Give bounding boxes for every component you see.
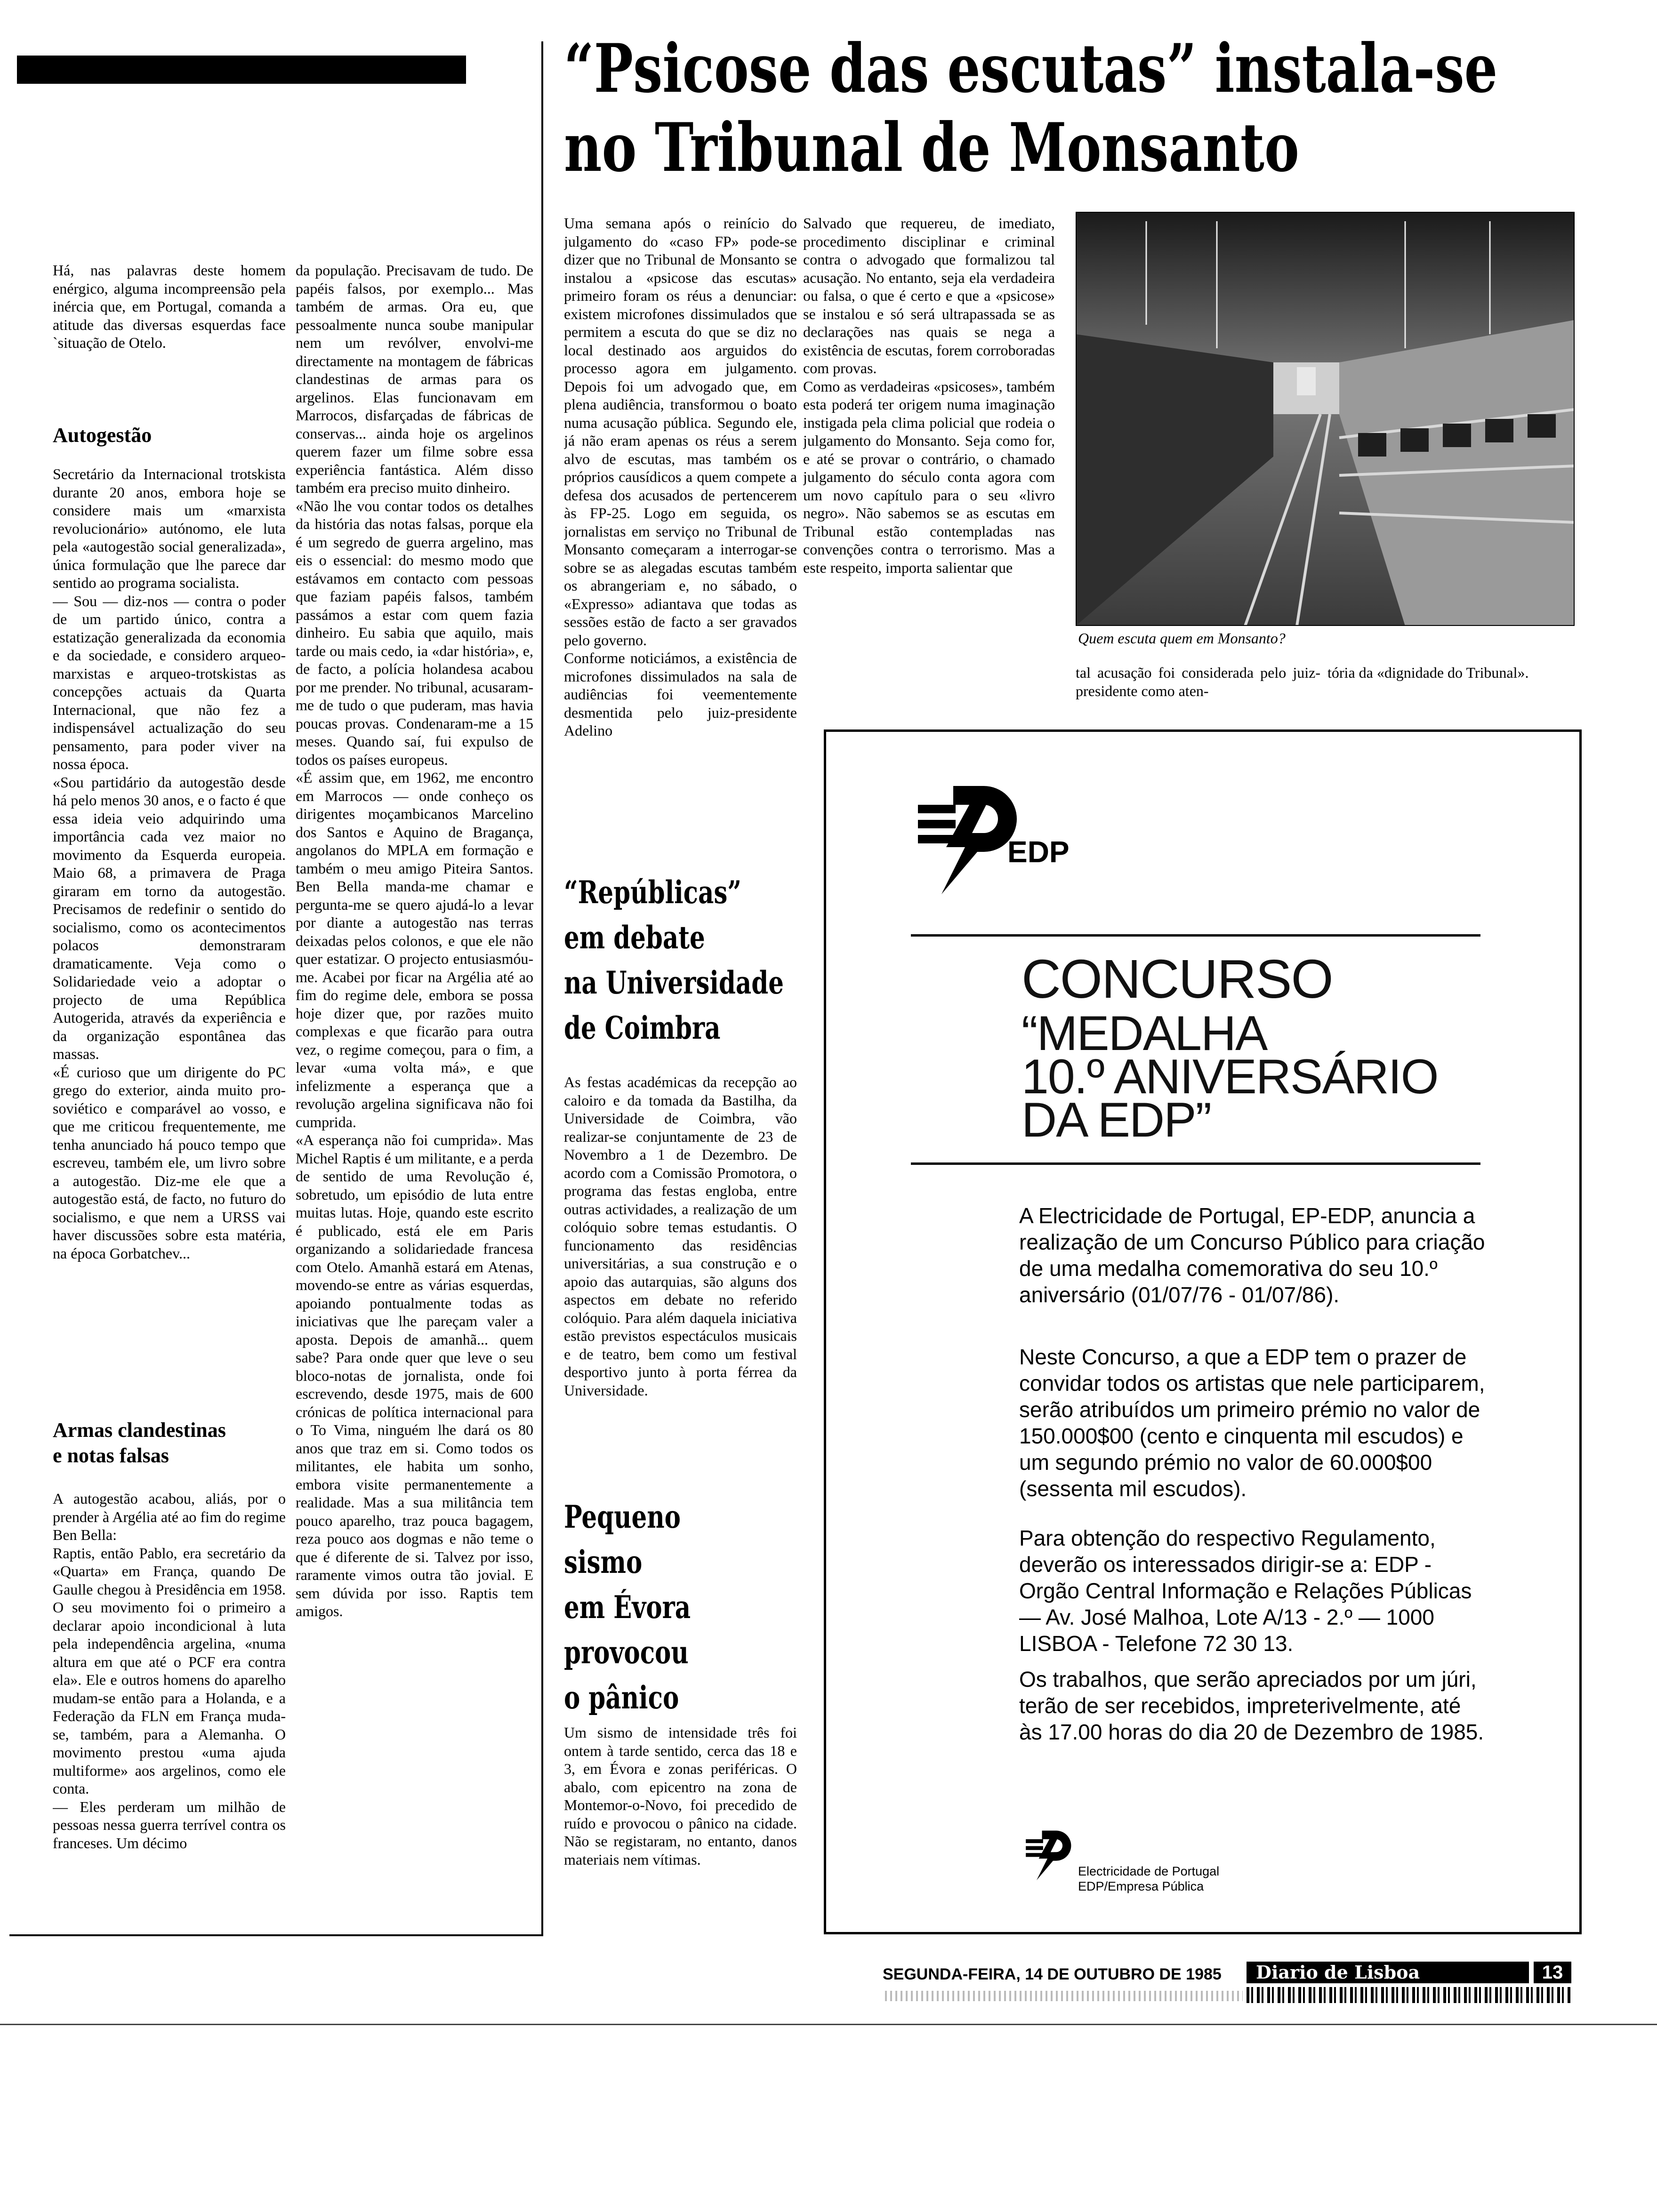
edp-medalha-line3: DA EDP”: [1022, 1093, 1211, 1147]
footer-noise-strip: [1247, 1987, 1571, 2003]
republicas-headline-line4: de Coimbra: [564, 1010, 721, 1046]
edp-para3: Para obtenção do respectivo Regulamento, deverão os interessados dirigir-se a: EDP - Orgão Central Informação e Relações Públicas — Av. José Malhoa, Lote A/13 - 2.º — 1000 LISBOA - Telefone 72 30 13.: [1019, 1526, 1472, 1656]
edp-logo-text: EDP: [1007, 835, 1070, 869]
left-intro: Há, nas palavras deste homem enérgico, alguma incompreensão pela inércia que, em Portugal, comanda a atitude das diversas esquerdas face `situação de Otelo.: [53, 262, 286, 351]
main-col2-body: Salvado que requereu, de imediato, procedimento disciplinar e criminal contra o advogado que formalizou tal acusação. No entanto, seja ela verdadeira ou falsa, o que é certo e que a «psicose» se instalou e só será ultrapassada se as declarações nas quais se nega a existência de escutas, forem corroboradas com provas. Como as verdadeiras «psicoses», também esta poderá ter origem numa imaginação instigada pela clima policial que rodeia o julgamento do Monsanto. Seja como for, e até se provar o contrário, o chamado julgamento do século conta agora com um novo capítulo para o seu «livro negro». Não sabemos se as escutas em Tribunal estão contempladas nas convenções contra o terrorismo. Mas a este respeito, importa salientar que: [803, 215, 1055, 576]
main-col1-body: Uma semana após o reinício do julgamento do «caso FP» pode-se dizer que no Tribunal de Monsanto se instalou a «psicose das escutas» primeiro foram os réus a denunciar: existem microfones dissimulados que permitem a escuta do que se diz no local destinado aos arguidos do processo agora em julgamento. Depois foi um advogado que, em plena audiência, transformou o boato numa acusação pública. Segundo ele, já não eram apenas os réus a serem alvo de escutas, mas também os próprios causídicos a quem compete a defesa dos acusados de pertencerem às FP-25. Logo em seguida, os jornalistas em serviço no Tribunal de Monsanto começaram a interrogar-se sobre se as alegadas escutas também os abrangeriam e, no sábado, o «Expresso» adiantava que todas as sessões estão de facto a ser gravados pelo governo. Conforme noticiámos, a existência de microfones dissimulados na sala de audiências foi veementemente desmentida pelo juiz-presidente Adelino: [564, 215, 797, 739]
sismo-body: Um sismo de intensidade três foi ontem à tarde sentido, cerca das 18 e 3, em Évora e zonas periféricas. O abalo, com epicentro na zona de Montemor-o-Novo, foi precedido de ruído e provocou o pânico na cidade. Não se registaram, no entanto, danos materiais nem vítimas.: [564, 1724, 797, 1868]
edp-medalha-title: [1022, 1006, 1438, 1147]
sismo-headline-line2: sismo: [564, 1544, 643, 1580]
main-headline-line2: no Tribunal de Monsanto: [564, 109, 1299, 187]
left-subhead-autogestao: Autogestão: [53, 424, 152, 447]
republicas-headline-line3: na Universidade: [564, 964, 784, 1001]
left-col2-body: da população. Precisavam de tudo. De papéis falsos, por exemplo... Mas também de armas. Ora eu, que pessoalmente nunca soube manipular nem um revólver, envolvi-me directamente na montagem de fábricas clandestinas de armas para os argelinos. Elas funcionavam em Marrocos, disfarçadas de fábricas de conservas... ainda hoje os argelinos querem fazer um filme sobre essa experiência fantástica. Além disso também era preciso muito dinheiro. «Não lhe vou contar todos os detalhes da história das notas falsas, porque ela é um segredo de guerra argelino, mas eis o essencial: do mesmo modo que estávamos em contacto com pessoas que faziam papéis falsos, também passámos a estar com quem fazia dinheiro. Eu sabia que aquilo, mais tarde ou mais cedo, ia «dar história», e, de facto, a polícia holandesa acabou por me prender. No tribunal, acusaram-me de tudo o que puderam, mas havia poucas provas. Condenaram-me a 15 meses. Quando saí, fui expulso de todos os países europeus. «É assim que, em 1962, me encontro em Marrocos — onde conheço os dirigentes moçambicanos Marcelino dos Santos e Aquino de Bragança, angolanos do MPLA em formação e também o meu amigo Piteira Santos. Ben Bella manda-me chamar e pergunta-me se quero ajudá-lo a levar por diante a autogestão nas terras deixadas pelos colonos, e que ele não quer estatizar. O projecto entusiasmóu-me. Acabei por ficar na Argélia até ao fim do regime dele, embora se possa hoje dizer que, por razões muito complexas e que ficarão para outra vez, o regime começou, para o fim, a levar «uma volta má», e que infelizmente a esperança que a revolução argelina significava não foi cumprida. «A esperança não foi cumprida». Mas Michel Raptis é um militante, e a perda de sentido de uma Revolução é, sobretudo, um episódio de luta entre muitas lutas. Hoje, quando este escrito é publicado, está ele em Paris organizando a solidariedade francesa com Otelo. Amanhã estará em Atenas, movendo-se entre as várias esquerdas, apoiando pontualmente todas as iniciativas que lhe pareçam valer a aposta. Depois de amanhã... quem sabe? Para onde quer que leve o seu bloco-notas de jornalista, onde foi escrevendo, desde 1975, mais de 600 crónicas de política internacional para o To Vima, ninguém lhe dará os 80 anos que traz em si. Como todos os militantes, ele habita um sonho, embora visite permanentemente a realidade. Mas a sua militância tem pouco aparelho, traz pouca bagagem, reza pouco aos dogmas e não teme o que é diferente de si. Talvez por isso, raramente vimos outra tão jovial. E sem dúvida por isso. Raptis tem amigos.: [296, 262, 533, 1619]
courtroom-photo: [1076, 212, 1575, 626]
footer-date: SEGUNDA-FEIRA, 14 DE OUTUBRO DE 1985: [883, 1965, 1222, 1983]
republicas-headline-line2: em debate: [564, 919, 705, 956]
edp-logo-large: [909, 777, 1022, 899]
sismo-headline: [564, 1494, 691, 1720]
edp-ad-rule-bottom: [911, 1162, 1480, 1165]
edp-ad-rule-top: [911, 934, 1480, 937]
sismo-headline-line3: em Évora: [564, 1589, 691, 1626]
edp-concurso-title: CONCURSO: [1022, 948, 1333, 1010]
left-subhead-armas: [53, 1418, 286, 1468]
republicas-headline: [564, 870, 784, 1050]
main-headline-line1: “Psicose das escutas” instala-se: [564, 30, 1498, 108]
sismo-headline-line4: provocou: [564, 1634, 689, 1671]
edp-logo-small-icon: [1022, 1826, 1073, 1883]
republicas-body: As festas académicas da recepção ao caloiro e da tomada da Bastilha, da Universidade de Coimbra, vão realizar-se conjuntamente de 23 de Novembro a 1 de Dezembro. De acordo com a Comissão Promotora, o programa das festas engloba, entre outras actividades, a realização de um colóquio sobre temas estudantis. O funcionamento das residências universitárias, a sua construção e o apoio das autarquias, são alguns dos aspectos em debate no referido colóquio. Para além daquela iniciativa estão previstos espectáculos musicais e de teatro, bem como um festival desportivo junto à porta férrea da Universidade.: [564, 1074, 797, 1399]
main-col4-body: tória da «dignidade do Tribunal».: [1327, 664, 1529, 681]
scan-edge-line: [0, 2024, 1657, 2025]
main-col3-body: tal acusação foi considerada pelo juiz-presidente como aten-: [1076, 664, 1320, 699]
edp-footer-line1: Electricidade de Portugal: [1078, 1864, 1220, 1878]
sismo-headline-line1: Pequeno: [564, 1499, 681, 1535]
left-col1-body-a: Secretário da Internacional trotskista durante 20 anos, embora hoje se considere mais um «marxista revolucionário» autónomo, ele luta pela «autogestão social generalizada», única formulação que lhe parece dar sentido ao programa socialista. — Sou — diz-nos — contra o poder de um partido único, contra a estatização generalizada da economia e da sociedade, e considero arqueo-marxistas e arqueo-trotskistas as concepções actuais da Quarta Internacional, que não fez a indispensável actualização do seu pensamento, para poder viver na nossa época. «Sou partidário da autogestão desde há pelo menos 30 anos, e o facto é que essa ideia veio adquirindo uma importância cada vez maior no movimento da Esquerda europeia. Maio 68, a primavera de Praga giraram em torno da autogestão. Precisamos de redefinir o sentido do socialismo, como os acontecimentos polacos demonstraram dramaticamente. Veja como o Solidariedade veio a adoptar o projecto de uma República Autogerida, através da experiência e da organização espontânea das massas. «É curioso que um dirigente do PC grego do exterior, ainda muito pro-soviético e comparável ao vosso, e que me criticou frequentemente, me tenha anunciado há pouco tempo que escreveu, também ele, um livro sobre a autogestão. Diz-me ele que a autogestão está, de facto, no futuro do socialismo, e que nem a URSS vai haver discussões sobre esta matéria, na época Gorbatchev...: [53, 465, 286, 1262]
edp-footer-line2: EDP/Empresa Pública: [1078, 1879, 1204, 1893]
footer-page-number: 13: [1534, 1962, 1571, 1983]
photo-caption: Quem escuta quem em Monsanto?: [1078, 630, 1286, 647]
edp-para2: Neste Concurso, a que a EDP tem o prazer de convidar todos os artistas que nele participarem, serão atribuídos um primeiro prémio no valor de 150.000$00 (cento e cinquenta mil escudos) e um segundo prémio no valor de 60.000$00 (sessenta mil escudos).: [1019, 1345, 1485, 1501]
edp-footer-text: [1078, 1864, 1219, 1894]
sismo-headline-line5: o pânico: [564, 1679, 679, 1716]
edp-medalha-line1: “MEDALHA: [1022, 1006, 1267, 1061]
republicas-headline-line1: “Repúblicas”: [564, 874, 741, 911]
edp-logo-large-icon: [909, 777, 1022, 899]
edp-medalha-line2: 10.º ANIVERSÁRIO: [1022, 1050, 1438, 1104]
main-headline: [564, 29, 1497, 187]
courtroom-photo-graphic: [1076, 212, 1575, 626]
edp-ad-box: [824, 729, 1582, 1934]
edp-para1: A Electricidade de Portugal, EP-EDP, anuncia a realização de um Concurso Público para criação de uma medalha comemorativa do seu 10.º aniversário (01/07/76 - 01/07/86).: [1019, 1203, 1485, 1307]
footer-noise-strip-light: [885, 1991, 1243, 2001]
edp-logo-small: [1022, 1826, 1073, 1883]
edp-para4: Os trabalhos, que serão apreciados por um júri, terão de ser recebidos, impreterivelmente, até às 17.00 horas do dia 20 de Dezembro de 1985.: [1019, 1667, 1484, 1744]
left-subhead-armas-line2: e notas falsas: [53, 1444, 169, 1467]
left-subhead-armas-line1: Armas clandestinas: [53, 1419, 226, 1442]
footer-paper-name: Diario de Lisboa: [1247, 1962, 1529, 1983]
left-col1-body-b: A autogestão acabou, aliás, por o prender à Argélia até ao fim do regime Ben Bella: Raptis, então Pablo, era secretário da «Quarta» em França, quando De Gaulle chegou à Presidência em 1958. O seu movimento foi o primeiro a declarar apoio incondicional à luta pela independência argelina, «numa altura em que até o PCF era contra ela». Ele e outros homens do aparelho mudam-se então para a Holanda, e a Federação da FLN em França muda-se, também, para a Alemanha. O movimento prestou «uma ajuda multiforme» aos argelinos, como ele conta. — Eles perderam um milhão de pessoas nessa guerra terrível contra os franceses. Um décimo: [53, 1490, 286, 1851]
